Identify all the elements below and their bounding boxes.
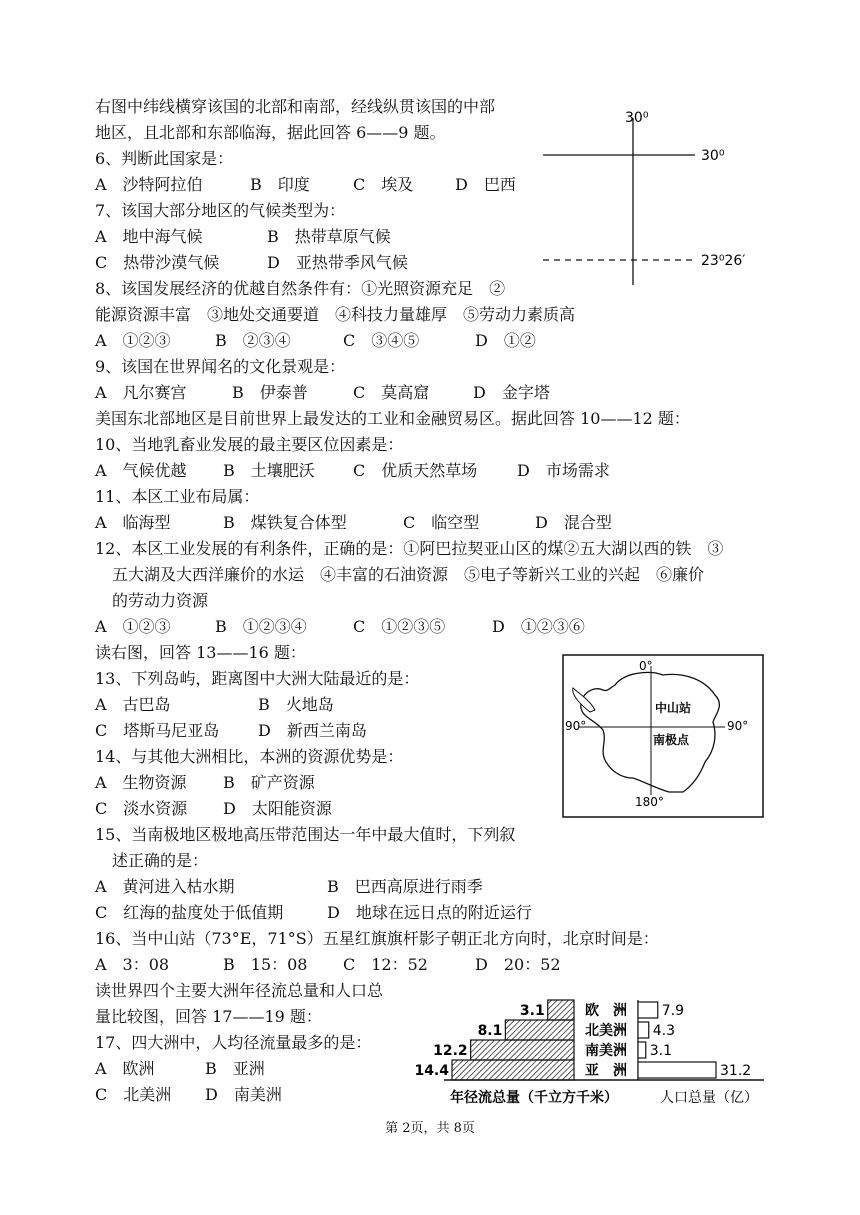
- runoff-value-label: 12.2: [433, 1043, 468, 1059]
- q11-option-a: A 临海型: [95, 513, 171, 532]
- q15-option-a: A 黄河进入枯水期: [95, 877, 235, 896]
- continent-label: 南美洲: [585, 1043, 627, 1059]
- population-value-label: 31.2: [720, 1063, 752, 1079]
- q7-option-a: A 地中海气候: [95, 227, 203, 246]
- continent-label: 亚 洲: [585, 1063, 627, 1079]
- population-bar: [638, 1022, 649, 1038]
- intro-4-line2: 量比较图，回答 17——19 题：: [95, 1007, 322, 1026]
- q10-option-d: D 市场需求: [517, 461, 610, 480]
- q11-option-c: C 临空型: [403, 513, 480, 532]
- runoff-bar: [548, 1000, 574, 1020]
- q8-option-b: B ②③④: [215, 331, 291, 350]
- q9-option-c: C 莫高窟: [353, 383, 430, 402]
- q7-stem: 7、该国大部分地区的气候类型为：: [95, 201, 346, 220]
- q6-stem: 6、判断此国家是：: [95, 149, 234, 168]
- q12-stem-line2: 五大湖及大西洋廉价的水运 ④丰富的石油资源 ⑤电子等新兴工业的兴起 ⑥廉价: [112, 565, 705, 584]
- population-value-label: 7.9: [661, 1003, 685, 1019]
- antarctica-map: [555, 650, 770, 820]
- lat-label-bottom: 23⁰26′: [701, 253, 746, 269]
- continent-label: 北美洲: [585, 1023, 627, 1039]
- lat-label-top: 30⁰: [625, 110, 649, 126]
- q13-option-c: C 塔斯马尼亚岛: [95, 721, 220, 740]
- q15-option-b: B 巴西高原进行雨季: [327, 877, 483, 896]
- intro-3: 读右图，回答 13——16 题：: [95, 643, 306, 662]
- q8-option-a: A ①②③: [95, 331, 171, 350]
- q17-option-c: C 北美洲: [95, 1085, 172, 1104]
- q7-option-d: D 亚热带季风气候: [267, 253, 408, 272]
- q7-option-b: B 热带草原气候: [267, 227, 391, 246]
- lon-label-left: 90°: [565, 719, 587, 733]
- q12-option-b: B ①②③④: [215, 617, 307, 636]
- q6-option-c: C 埃及: [353, 175, 414, 194]
- latlong-diagram: [535, 100, 795, 290]
- q11-option-b: B 煤铁复合体型: [223, 513, 347, 532]
- q15-stem-line1: 15、当南极地区极地高压带范围达一年中最大值时，下列叙: [95, 825, 516, 844]
- runoff-bar: [505, 1020, 574, 1040]
- q6-option-b: B 印度: [250, 175, 310, 194]
- q8-option-d: D ①②: [475, 331, 536, 350]
- continent-label: 欧 洲: [585, 1003, 627, 1019]
- q17-option-b: B 亚洲: [205, 1059, 265, 1078]
- intro-line-1: 右图中纬线横穿该国的北部和南部，经线纵贯该国的中部: [95, 97, 496, 116]
- runoff-bar: [452, 1060, 574, 1080]
- q13-option-d: D 新西兰南岛: [258, 721, 367, 740]
- runoff-value-label: 3.1: [519, 1003, 545, 1019]
- population-value-label: 3.1: [649, 1043, 673, 1059]
- q13-option-b: B 火地岛: [258, 695, 334, 714]
- q12-option-c: C ①②③⑤: [353, 617, 446, 636]
- q14-option-a: A 生物资源: [95, 773, 187, 792]
- q9-stem: 9、该国在世界闻名的文化景观是：: [95, 357, 346, 376]
- q16-option-b: B 15：08: [223, 955, 308, 974]
- runoff-axis-label: 年径流总量（千立方千米）: [450, 1090, 618, 1106]
- q13-stem: 13、下列岛屿，距离图中大洲大陆最近的是：: [95, 669, 420, 688]
- population-axis-label: 人口总量（亿）: [660, 1090, 758, 1106]
- population-bar: [638, 1062, 716, 1078]
- q16-option-c: C 12：52: [343, 955, 428, 974]
- runoff-value-label: 8.1: [477, 1023, 503, 1039]
- q17-option-a: A 欧洲: [95, 1059, 155, 1078]
- q10-option-c: C 优质天然草场: [353, 461, 478, 480]
- q8-option-c: C ③④⑤: [343, 331, 420, 350]
- q9-option-b: B 伊泰普: [232, 383, 308, 402]
- q10-option-a: A 气候优越: [95, 461, 187, 480]
- q11-stem: 11、本区工业布局属：: [95, 487, 260, 506]
- station-label: 中山站: [655, 701, 692, 715]
- intro-line-2: 地区，且北部和东部临海，据此回答 6——9 题。: [95, 123, 446, 142]
- lat-label-mid: 30⁰: [701, 148, 725, 164]
- q9-option-d: D 金字塔: [473, 383, 550, 402]
- q11-option-d: D 混合型: [535, 513, 612, 532]
- q17-stem: 17、四大洲中，人均径流量最多的是：: [95, 1033, 372, 1052]
- population-bar: [638, 1002, 658, 1018]
- lon-label-right: 90°: [727, 719, 749, 733]
- q16-option-a: A 3：08: [95, 955, 170, 974]
- q12-stem-line1: 12、本区工业发展的有利条件，正确的是：①阿巴拉契亚山区的煤②五大湖以西的铁 ③: [95, 539, 724, 558]
- q17-option-d: D 南美洲: [205, 1085, 282, 1104]
- runoff-bar: [471, 1040, 574, 1060]
- q12-option-a: A ①②③: [95, 617, 171, 636]
- q7-option-c: C 热带沙漠气候: [95, 253, 220, 272]
- q10-option-b: B 土壤肥沃: [223, 461, 315, 480]
- q15-stem-line2: 述正确的是：: [112, 851, 209, 870]
- q14-option-c: C 淡水资源: [95, 799, 188, 818]
- q16-option-d: D 20：52: [475, 955, 561, 974]
- intro-4-line1: 读世界四个主要大洲年径流总量和人口总: [95, 981, 384, 1000]
- q6-option-a: A 沙特阿拉伯: [95, 175, 203, 194]
- lon-label-bottom: 180°: [635, 795, 664, 809]
- q14-option-d: D 太阳能资源: [223, 799, 332, 818]
- lon-label-top: 0°: [639, 659, 653, 673]
- q16-stem: 16、当中山站（73°E，71°S）五星红旗旗杆影子朝正北方向时，北京时间是：: [95, 929, 659, 948]
- runoff-population-chart: [414, 998, 780, 1110]
- q8-stem-line2: 能源资源丰富 ③地处交通要道 ④科技力量雄厚 ⑤劳动力素质高: [95, 305, 576, 324]
- page-footer: 第 2页，共 8页: [385, 1121, 475, 1136]
- q8-stem-line1: 8、该国发展经济的优越自然条件有：①光照资源充足 ②: [95, 279, 506, 298]
- q13-option-a: A 古巴岛: [95, 695, 171, 714]
- q15-option-c: C 红海的盐度处于低值期: [95, 903, 284, 922]
- q14-option-b: B 矿产资源: [223, 773, 315, 792]
- q12-stem-line3: 的劳动力资源: [112, 591, 209, 610]
- q6-option-d: D 巴西: [455, 175, 516, 194]
- population-value-label: 4.3: [652, 1023, 676, 1039]
- intro-2: 美国东北部地区是目前世界上最发达的工业和金融贸易区。据此回答 10——12 题：: [95, 409, 690, 428]
- q10-stem: 10、当地乳畜业发展的最主要区位因素是：: [95, 435, 404, 454]
- q14-stem: 14、与其他大洲相比，本洲的资源优势是：: [95, 747, 404, 766]
- population-bar: [638, 1042, 646, 1058]
- q12-option-d: D ①②③⑥: [492, 617, 585, 636]
- q9-option-a: A 凡尔赛宫: [95, 383, 187, 402]
- q15-option-d: D 地球在远日点的附近运行: [327, 903, 532, 922]
- pole-label: 南极点: [653, 733, 690, 747]
- runoff-value-label: 14.4: [414, 1063, 449, 1079]
